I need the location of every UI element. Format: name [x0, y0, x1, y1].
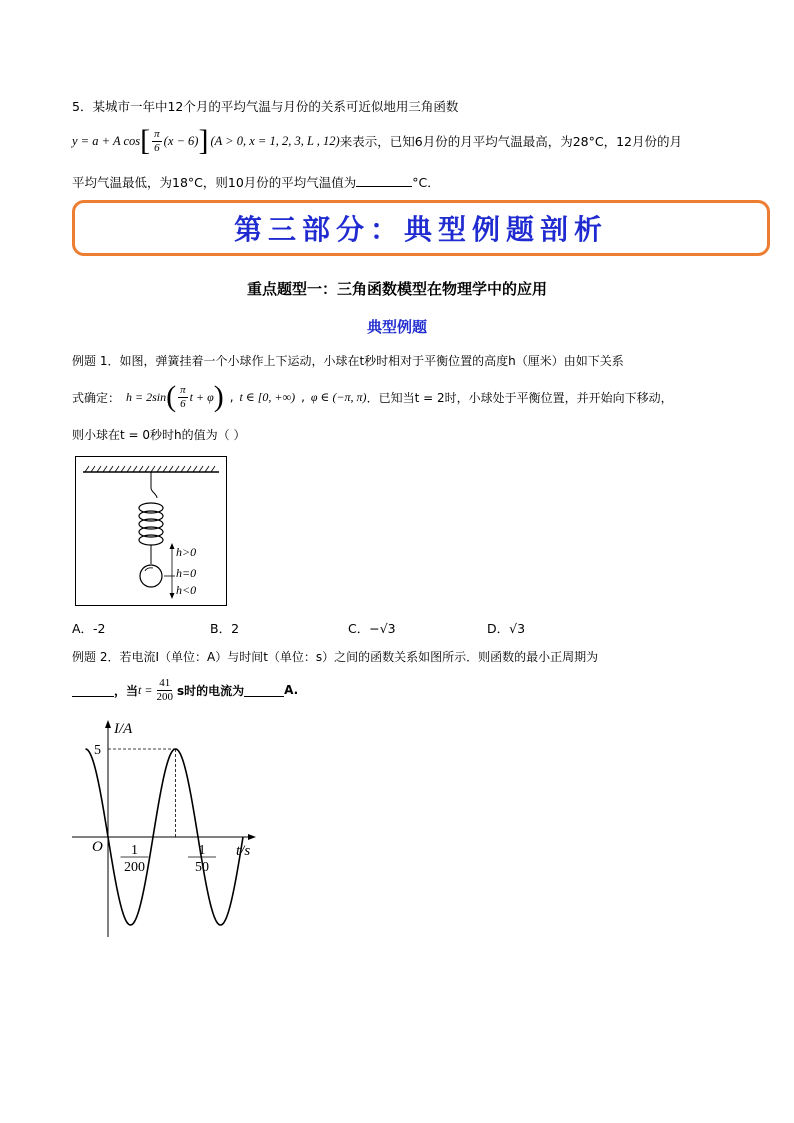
- q5-answer-blank[interactable]: [356, 174, 412, 187]
- label-h-negative: h<0: [176, 583, 197, 597]
- ex1-h-tail: t + φ: [189, 389, 214, 404]
- ex1-line3: 则小球在t = 0秒时h的值为（ ）: [72, 428, 246, 442]
- y-tick-label: 5: [94, 743, 101, 758]
- option-d[interactable]: D．√3: [487, 621, 526, 636]
- label-h-zero: h=0: [176, 566, 197, 580]
- q5-right-bracket: ]: [198, 124, 209, 157]
- ex1-right-paren: ): [213, 380, 224, 413]
- option-a[interactable]: A．-2: [72, 621, 106, 636]
- q5-line3: [72, 173, 440, 191]
- x-tick-label: [121, 843, 149, 875]
- x-tick-denominator: 200: [124, 860, 145, 875]
- q5-line3-text: 平均气温最低，为18°C，则10月份的平均气温值为: [72, 175, 357, 190]
- ex2-fraction: [154, 678, 175, 703]
- chart-labels: [92, 721, 250, 875]
- example-heading: 典型例题: [366, 318, 427, 336]
- section-banner: [72, 200, 770, 256]
- ex2-line2-mid: ，当: [114, 683, 139, 698]
- q5-fraction: [152, 129, 162, 154]
- ex2-line1: 例题 2．若电流I（单位：A）与时间t（单位：s）之间的函数关系如图所示．则函数的最小正周期为: [72, 650, 599, 664]
- x-axis-label: t/s: [236, 843, 251, 859]
- option-b[interactable]: B．2: [210, 621, 240, 636]
- ex1-frac-den: 6: [180, 397, 186, 410]
- x-tick-numerator: 1: [198, 843, 206, 858]
- option-c[interactable]: C．−√3: [348, 621, 396, 636]
- q5-condition: (A > 0, x = 1, 2, 3, L , 12): [210, 133, 340, 148]
- q5-line3-end: °C．: [412, 175, 440, 190]
- q5-inner: (x − 6): [163, 133, 199, 148]
- ex1-t-domain: t ∈ [0, +∞): [239, 389, 296, 404]
- ex1-h-formula: h = 2sin: [126, 389, 167, 404]
- q5-formula-line: [72, 124, 682, 158]
- ex2-t-eq: t =: [138, 682, 153, 697]
- ex2-line2-end: A.: [284, 683, 299, 697]
- spring-figure: [75, 456, 227, 606]
- q5-line2-text: 来表示，已知6月份的月平均气温最高，为28°C，12月份的月: [339, 134, 682, 149]
- ball: [140, 565, 162, 587]
- q5-formula-prefix: y = a + A cos: [72, 133, 141, 148]
- ex1-left-paren: (: [166, 380, 177, 413]
- ex2-line2-after: s时的电流为: [176, 683, 245, 698]
- ex1-line2-prefix: 式确定：: [72, 390, 121, 405]
- ex1-line2-suffix: ．已知当t = 2时，小球处于平衡位置，并开始向下移动，: [366, 390, 673, 405]
- current-chart: [70, 715, 270, 940]
- q5-left-bracket: [: [140, 124, 151, 157]
- x-tick-denominator: 50: [195, 860, 209, 875]
- q5-frac-den: 6: [154, 141, 160, 154]
- section-title: 第三部分：典型例题剖析: [233, 213, 608, 246]
- q5-frac-num: π: [154, 127, 160, 140]
- ex2-period-blank[interactable]: [72, 684, 114, 697]
- q5-line1: 5．某城市一年中12个月的平均气温与月份的关系可近似地用三角函数: [72, 99, 459, 114]
- x-tick-numerator: 1: [131, 843, 138, 858]
- subheading: 重点题型一：三角函数模型在物理学中的应用: [246, 280, 547, 298]
- ex1-phi-domain: φ ∈ (−π, π): [310, 389, 367, 404]
- ex2-frac-den: 200: [156, 690, 173, 703]
- y-axis-label: I/A: [114, 721, 133, 737]
- chart-guides: [108, 749, 176, 837]
- ex1-fraction: [178, 385, 188, 410]
- ex2-frac-num: 41: [159, 676, 171, 689]
- ex1-formula-line: 式确定： h = 2sin ( $\frac{\pi}{6}$ t + φ ) , t ∈ [0, +∞) , φ ∈ (−π, π) ．已知当t = 2时，小球处于平衡位置，并开始向下移动，: [72, 380, 673, 413]
- ex1-frac-num: π: [180, 383, 186, 396]
- label-h-positive: h>0: [176, 545, 197, 559]
- ex1-line1: 例题 1．如图，弹簧挂着一个小球作上下运动，小球在t秒时相对于平衡位置的高度h（厘米）由如下关系: [72, 354, 624, 368]
- ex2-current-blank[interactable]: [244, 684, 284, 697]
- ex2-line2: [72, 672, 298, 708]
- origin-label: O: [92, 839, 103, 855]
- y-axis-arrow: [105, 720, 111, 728]
- x-axis-arrow: [248, 834, 256, 840]
